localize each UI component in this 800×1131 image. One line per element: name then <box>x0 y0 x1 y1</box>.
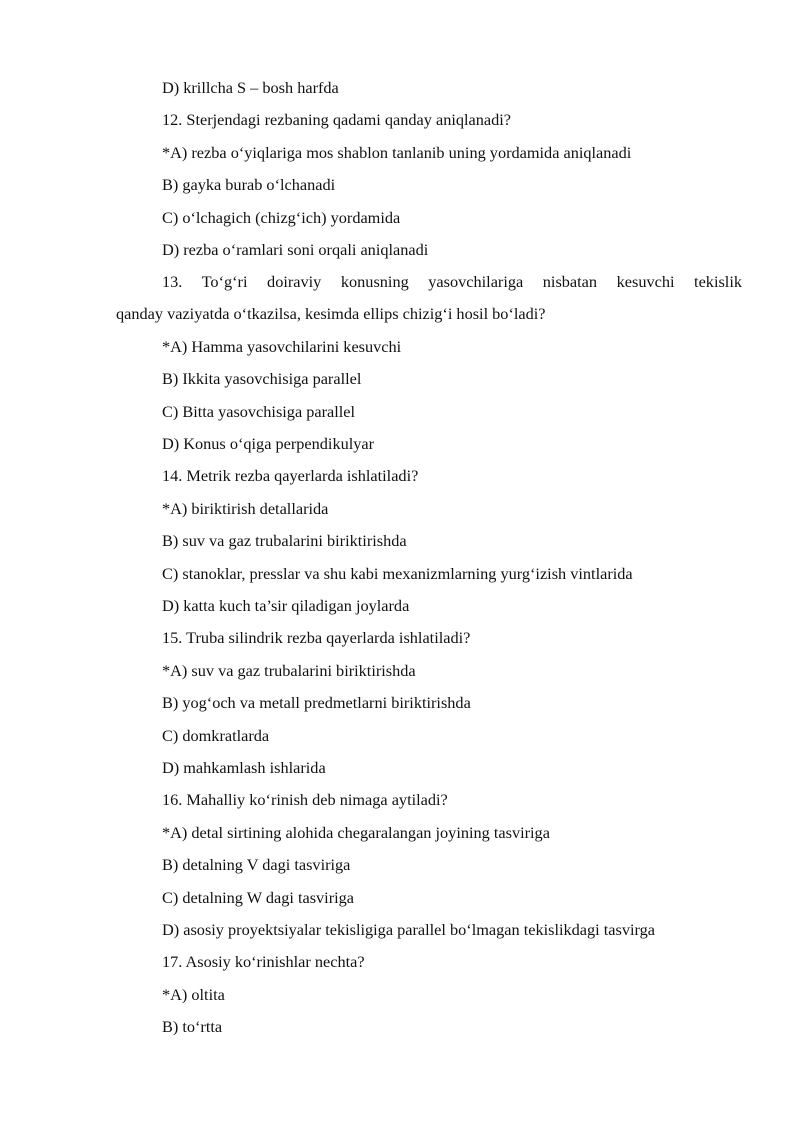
option-c-q13: C) Bitta yasovchisiga parallel <box>162 402 356 421</box>
option-b-q13: B) Ikkita yasovchisiga parallel <box>162 369 362 388</box>
option-a-q13: *A) Hamma yasovchilarini kesuvchi <box>162 337 402 356</box>
question-15: 15. Truba silindrik rezba qayerlarda ishlatiladi? <box>162 628 471 647</box>
option-d-q13: D) Konus o‘qiga perpendikulyar <box>162 434 375 453</box>
question-13-line-2: qanday vaziyatda o‘tkazilsa, kesimda ellips chizig‘i hosil bo‘ladi? <box>116 304 546 323</box>
option-c-q12: C) o‘lchagich (chizg‘ich) yordamida <box>162 208 401 227</box>
option-c-q16: C) detalning W dagi tasviriga <box>162 888 355 907</box>
option-a-q12: *A) rezba o‘yiqlariga mos shablon tanlanib uning yordamida aniqlanadi <box>162 143 632 162</box>
option-a-q17: *A) oltita <box>162 985 225 1004</box>
question-17: 17. Asosiy ko‘rinishlar nechta? <box>162 952 365 971</box>
option-d-q16: D) asosiy proyektsiyalar tekisligiga parallel bo‘lmagan tekislikdagi tasvirga <box>162 920 655 939</box>
question-12: 12. Sterjendagi rezbaning qadami qanday aniqlanadi? <box>162 110 512 129</box>
option-b-q12: B) gayka burab o‘lchanadi <box>162 175 336 194</box>
question-16: 16. Mahalliy ko‘rinish deb nimaga aytiladi? <box>162 790 448 809</box>
question-13-line-1: 13. To‘g‘ri doiraviy konusning yasovchilariga nisbatan kesuvchi tekislik <box>162 272 742 291</box>
option-b-q16: B) detalning V dagi tasviriga <box>162 855 351 874</box>
option-b-q17: B) to‘rtta <box>162 1017 223 1036</box>
option-c-q14: C) stanoklar, presslar va shu kabi mexanizmlarning yurg‘izish vintlarida <box>162 564 633 583</box>
option-b-q14: B) suv va gaz trubalarini biriktirishda <box>162 531 407 550</box>
option-b-q15: B) yog‘och va metall predmetlarni biriktirishda <box>162 693 471 712</box>
option-a-q16: *A) detal sirtining alohida chegaralangan joyining tasviriga <box>162 823 550 842</box>
option-d-q12: D) rezba o‘ramlari soni orqali aniqlanadi <box>162 240 429 259</box>
option-a-q14: *A) biriktirish detallarida <box>162 499 329 518</box>
option-d-q15: D) mahkamlash ishlarida <box>162 758 326 777</box>
question-14: 14. Metrik rezba qayerlarda ishlatiladi? <box>162 466 419 485</box>
option-d-q11: D) krillcha S – bosh harfda <box>162 78 339 97</box>
option-c-q15: C) domkratlarda <box>162 726 270 745</box>
option-a-q15: *A) suv va gaz trubalarini biriktirishda <box>162 661 416 680</box>
option-d-q14: D) katta kuch ta’sir qiladigan joylarda <box>162 596 410 615</box>
